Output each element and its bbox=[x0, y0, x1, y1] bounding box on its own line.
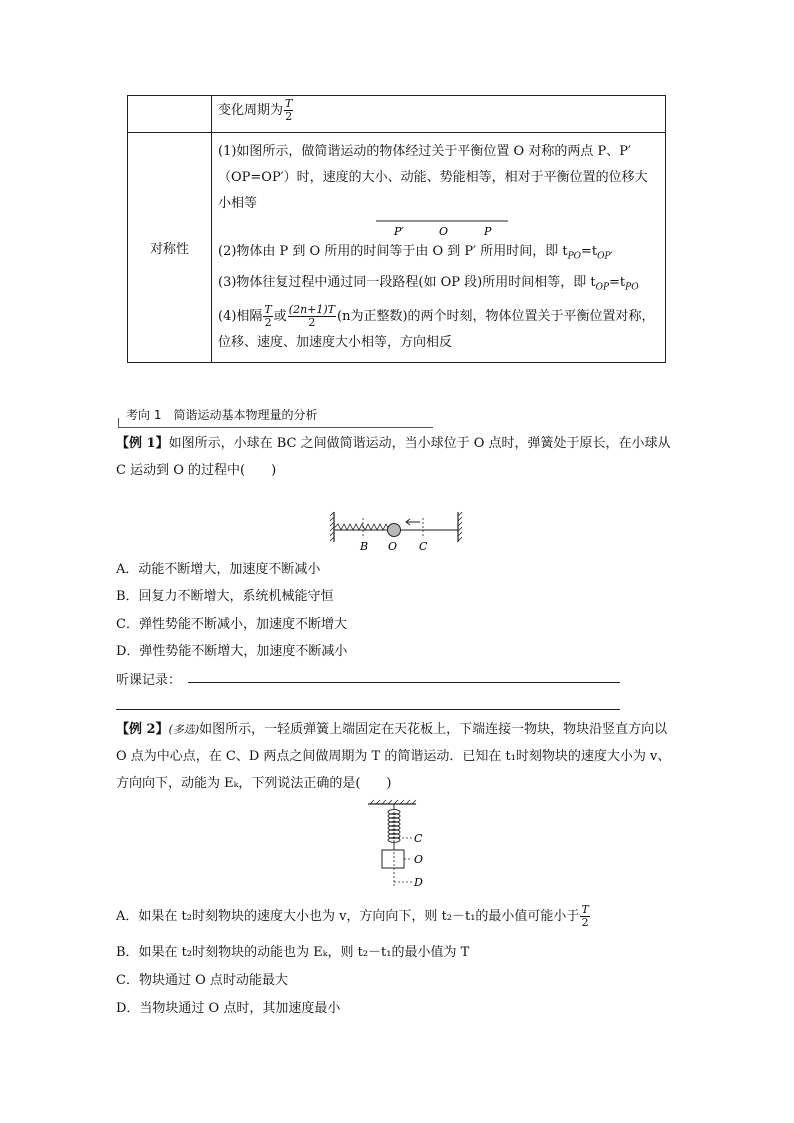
block bbox=[382, 850, 404, 868]
section-label: 考向 1 简谐运动基本物理量的分析 bbox=[126, 408, 318, 422]
example-2-note: (多选) bbox=[168, 723, 200, 736]
example-2-option-a[interactable]: A．如果在 t₂时刻物块的速度大小也为 v，方向向下，则 t₂－t₁的最小值可能小于 $\frac{T}{2}$ bbox=[116, 903, 589, 929]
left-wall-hatch bbox=[330, 512, 334, 541]
example-1-option-d[interactable]: D．弹性势能不断增大，加速度不断减小 bbox=[116, 644, 348, 659]
option-a-fraction: $\frac{T}{2}$ bbox=[581, 903, 589, 929]
example-2-stem bbox=[116, 716, 676, 797]
example-1-option-c[interactable]: C．弹性势能不断减小，加速度不断增大 bbox=[116, 617, 347, 632]
table-row-period bbox=[128, 96, 666, 133]
axis-diagram bbox=[218, 217, 663, 239]
symmetry-point-1: (1)如图所示，做简谐运动的物体经过关于平衡位置 O 对称的两点 P、P′（OP=OP′）时，速度的大小、动能、势能相等，相对于平衡位置的位移大小相等 bbox=[218, 144, 648, 211]
fraction-odd-half-period: $\frac{(2n+1)T}{2}$ bbox=[288, 303, 335, 330]
symmetry-point-3: (3)物体往复过程中通过同一段路程(如 OP 段)所用时间相等，即 $t_{OP}=t_{PO}$ bbox=[218, 274, 639, 293]
vertical-spring bbox=[388, 804, 400, 850]
fraction-half-period: $\frac{T}{2}$ bbox=[264, 303, 272, 330]
example-2-option-c[interactable]: C．物块通过 O 点时动能最大 bbox=[116, 973, 288, 988]
example-1-tag: 【例 1】 bbox=[116, 436, 169, 451]
example-1-text: 如图所示，小球在 BC 之间做简谐运动，当小球位于 O 点时，弹簧处于原长，在小球从 C 运动到 O 的过程中( ) bbox=[116, 436, 671, 478]
fig1-label-o: O bbox=[388, 540, 398, 553]
period-text: 变化周期为 bbox=[218, 103, 284, 118]
example-1-stem bbox=[116, 430, 676, 484]
record-label: 听课记录： bbox=[116, 673, 182, 688]
record-line-2[interactable] bbox=[116, 709, 620, 710]
fig2-label-c: C bbox=[414, 832, 423, 845]
example-1-option-b[interactable]: B．回复力不断增大，系统机械能守恒 bbox=[116, 589, 334, 604]
table-head-empty bbox=[128, 96, 212, 133]
table-row-symmetry bbox=[128, 133, 666, 363]
fig2-label-d: D bbox=[414, 876, 423, 889]
example-2-text: 如图所示，一轻质弹簧上端固定在天花板上，下端连接一物块，物块沿竖直方向以 O 点为中心点，在 C、D 两点之间做周期为 T 的简谐运动．已知在 t₁时刻物块的速度大小为 v、方向向下，动能为 Eₖ，下列说法正确的是( ) bbox=[116, 722, 671, 791]
spring-ball-figure bbox=[330, 510, 462, 554]
property-table bbox=[127, 95, 666, 363]
fig1-label-c: C bbox=[419, 540, 428, 553]
table-cell-period bbox=[212, 96, 666, 133]
example-2-tag: 【例 2】 bbox=[116, 722, 169, 737]
symmetry-point-4: (4)相隔 $\frac{T}{2}$ 或 $\frac{(2n+1)T}{2}$ (n为正整数)的两个时刻，物体位置关于平衡位置对称，位移、速度、加速度大小相等，方向相反 bbox=[218, 303, 655, 351]
fig2-label-o: O bbox=[414, 853, 424, 866]
example-1-option-a[interactable]: A．动能不断增大，加速度不断减小 bbox=[116, 562, 321, 577]
table-cell-symmetry bbox=[212, 133, 666, 363]
section-underline bbox=[118, 427, 433, 428]
record-line-1[interactable] bbox=[188, 682, 620, 683]
example-2-option-b[interactable]: B．如果在 t₂时刻物块的动能也为 Eₖ，则 t₂－t₁的最小值为 T bbox=[116, 945, 470, 960]
section-heading bbox=[118, 402, 433, 428]
axis-figure bbox=[218, 217, 657, 239]
period-fraction: $\frac{T}{2}$ bbox=[285, 97, 293, 123]
fig1-label-b: B bbox=[360, 540, 369, 553]
table-head-symmetry: 对称性 bbox=[128, 133, 212, 363]
axis-label-p-prime: P′ bbox=[394, 225, 404, 238]
vertical-spring-figure bbox=[366, 798, 436, 890]
axis-label-o: O bbox=[439, 225, 449, 238]
ball bbox=[388, 524, 401, 537]
example-2-option-d[interactable]: D．当物块通过 O 点时，其加速度最小 bbox=[116, 1001, 341, 1016]
section-tick bbox=[118, 418, 119, 428]
symmetry-point-2: (2)物体由 P 到 O 所用的时间等于由 O 到 P′ 所用时间，即 $t_{PO}=t_{OP'}$ bbox=[218, 244, 613, 262]
axis-label-p: P bbox=[484, 225, 492, 238]
